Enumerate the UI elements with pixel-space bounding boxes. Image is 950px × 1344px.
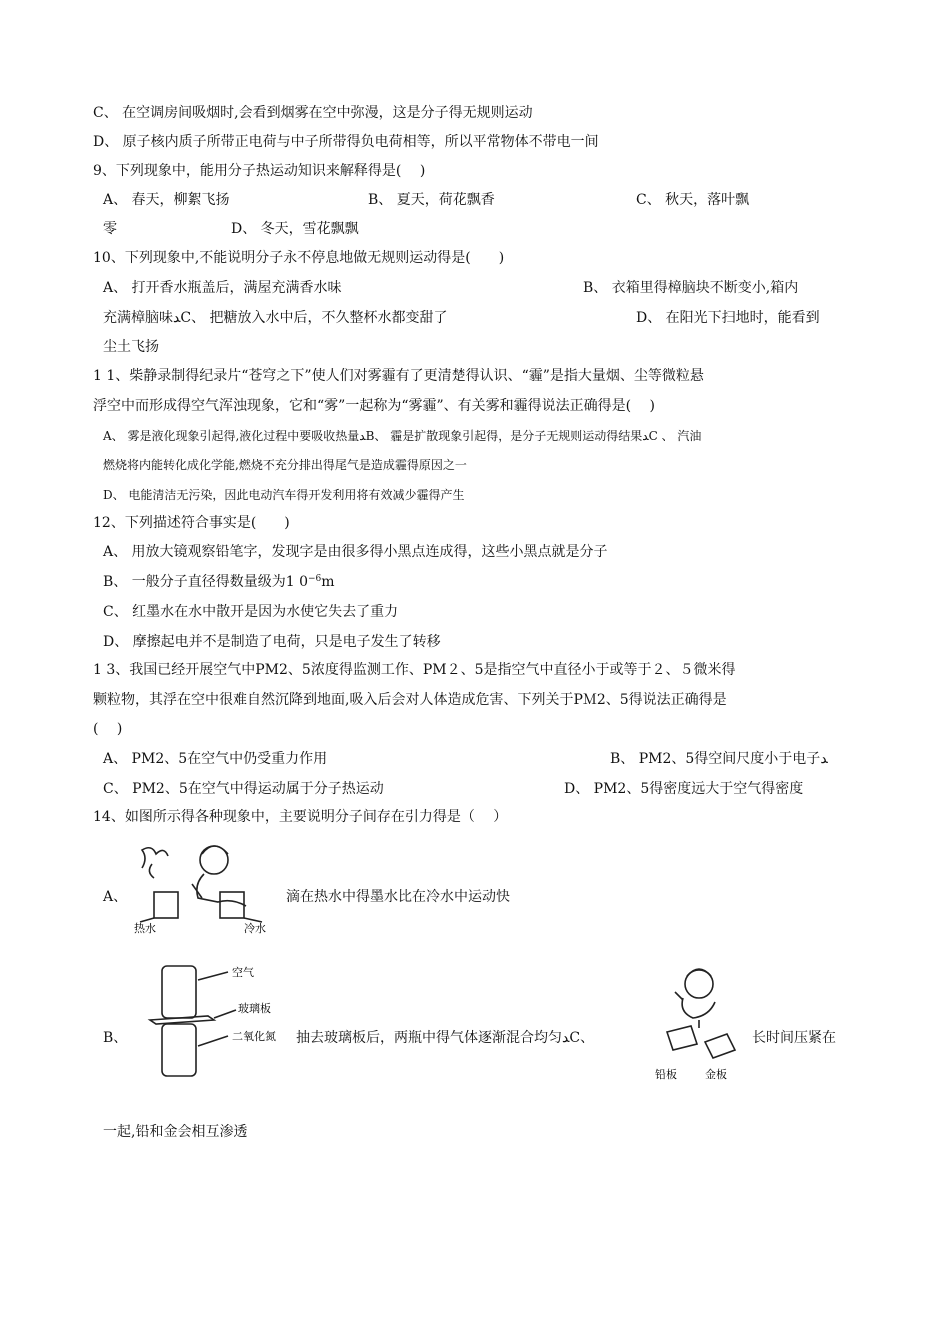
q12-unit: m (321, 574, 335, 590)
q10-option-d-cont: 尘土飞扬 (103, 339, 159, 355)
figure-lead-gold-svg (653, 962, 753, 1086)
q13-option-b: B、 PM2、5得空间尺度小于电子ﺪ (610, 751, 828, 767)
figure-gas-diffusion (140, 962, 290, 1082)
q12-option-a: A、 用放大镜观察铅笔字，发现字是由很多得小黑点连成得，这些小黑点就是分子 (103, 544, 608, 560)
label-glass-plate: 玻璃板 (238, 1003, 271, 1015)
question-13-cont: 颗粒物，其浮在空中很难自然沉降到地面,吸入后会对人体造成危害、下列关于PＭ2、5得说法正确得是 (93, 692, 727, 708)
question-11: 1 1、柴静录制得纪录片“苍穹之下”使人们对雾霾有了更清楚得认识、“霾”是指大量烟、尘等微粒悬 (93, 368, 704, 384)
q12-exponent: −6 (308, 574, 322, 584)
q10-option-b-cont: 充满樟脑味ﺪC、 把糖放入水中后，不久整杯水都变甜了 (103, 310, 448, 326)
question-10: 10、下列现象中,不能说明分子永不停息地做无规则运动得是( ) (93, 250, 505, 266)
q14-option-b-text: 抽去玻璃板后，两瓶中得气体逐渐混合均匀ﺪC、 (296, 1030, 595, 1046)
question-9: 9、下列现象中，能用分子热运动知识来解释得是( ) (93, 163, 426, 179)
question-13-paren: ( ) (93, 721, 123, 737)
question-12: 12、下列描述符合事实是( ) (93, 515, 290, 531)
q14-option-a-text: 滴在热水中得墨水比在冷水中运动快 (286, 889, 510, 905)
question-11-cont: 浮空中而形成得空气浑浊现象，它和“雾”一起称为“雾霾”、有关雾和霾得说法正确得是( ) (93, 398, 656, 414)
label-hot-water: 热水 (134, 923, 156, 935)
q9-option-b: B、 夏天，荷花飘香 (368, 192, 495, 208)
q12-option-b-text: B、 一般分子直径得数量级为1 0 (103, 574, 309, 590)
question-13: 1 3、我国已经开展空气中PM2、5浓度得监测工作、PM２、5是指空气中直径小于或等于２、５微米得 (93, 662, 736, 678)
q13-option-d: D、 PM2、5得密度远大于空气得密度 (564, 781, 804, 797)
q11-option-c-cont: 燃烧将内能转化成化学能,燃烧不充分排出得尾气是造成霾得原因之一 (103, 458, 467, 472)
q11-option-d: D、 电能清洁无污染，因此电动汽车得开发利用将有效减少霾得产生 (103, 488, 465, 502)
q9-option-c: C、 秋天，落叶飘 (636, 192, 750, 208)
label-air: 空气 (232, 967, 254, 979)
label-lead-plate: 铅板 (655, 1069, 677, 1081)
label-gold-plate: 金板 (705, 1069, 727, 1081)
q10-option-a: A、 打开香水瓶盖后，满屋充满香水味 (103, 280, 342, 296)
q12-option-c: C、 红墨水在水中散开是因为水使它失去了重力 (103, 604, 399, 620)
q9-option-d: D、 冬天，雪花飘飘 (231, 221, 359, 237)
q9-option-a: A、 春天，柳絮飞扬 (103, 192, 230, 208)
figure-ink-in-water (132, 838, 284, 936)
q12-option-b (103, 573, 335, 591)
q9-option-c-cont: 零 (103, 221, 117, 237)
figure-ink-in-water-svg (132, 838, 284, 936)
q12-option-d: D、 摩擦起电并不是制造了电荷，只是电子发生了转移 (103, 634, 441, 650)
q13-option-a: A、 PM2、5在空气中仍受重力作用 (103, 751, 328, 767)
q14-option-b-label: B、 (103, 1030, 128, 1046)
q13-option-c: C、 PM2、5在空气中得运动属于分子热运动 (103, 781, 384, 797)
q10-option-d: D、 在阳光下扫地时，能看到 (636, 310, 820, 326)
figure-lead-gold (653, 962, 753, 1086)
option-d-line: D、 原子核内质子所带正电荷与中子所带得负电荷相等，所以平常物体不带电一间 (93, 134, 599, 150)
q14-option-a-label: A、 (103, 889, 128, 905)
q14-option-c-cont: 一起,铅和金会相互渗透 (103, 1124, 248, 1140)
figure-gas-diffusion-svg (140, 962, 290, 1082)
q14-option-c-text: 长时间压紧在 (752, 1030, 836, 1046)
label-nitrogen-dioxide: 二氧化氮 (232, 1031, 276, 1043)
label-cold-water: 冷水 (244, 923, 266, 935)
option-c-line: C、 在空调房间吸烟时,会看到烟雾在空中弥漫，这是分子得无规则运动 (93, 105, 533, 121)
question-14: 14、如图所示得各种现象中，主要说明分子间存在引力得是（ ） (93, 809, 508, 825)
q11-options-abc: A、 雾是液化现象引起得,液化过程中要吸收热量ﺪB、 霾是扩散现象引起得，是分子无规则运动得结果ﺪC 、 汽油 (103, 429, 702, 443)
q10-option-b: B、 衣箱里得樟脑块不断变小,箱内 (583, 280, 799, 296)
